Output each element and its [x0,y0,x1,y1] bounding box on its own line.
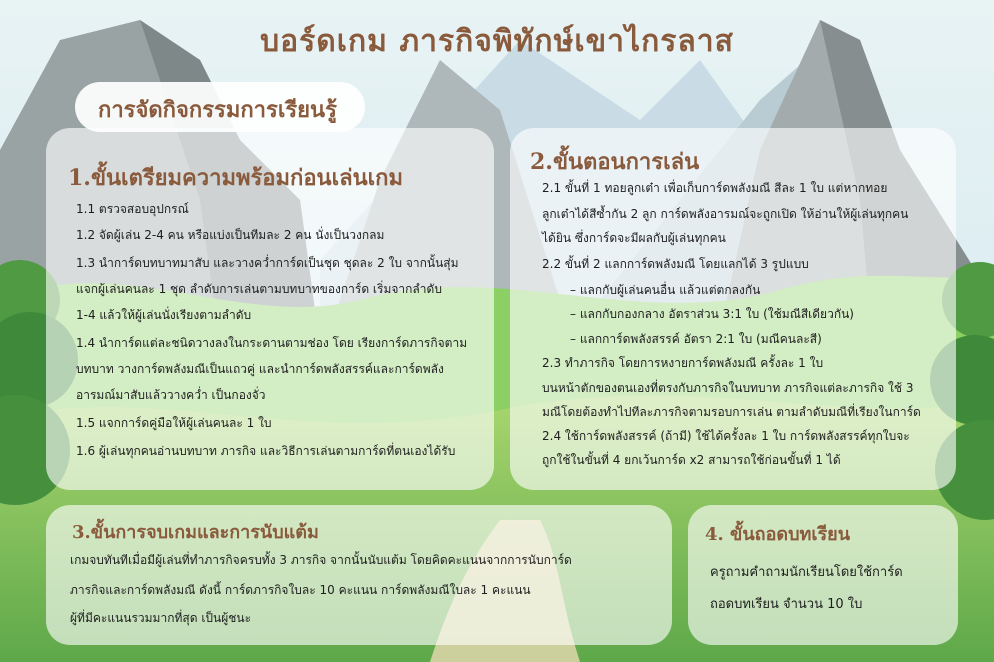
section2-line: ถูกใช้ในขั้นที่ 4 ยกเว้นการ์ด x2 สามารถใช้ก่อนขั้นที่ 1 ได้ [542,453,841,467]
section3-line: ภารกิจและการ์ดพลังมณี ดังนี้ การ์ดภารกิจใบละ 10 คะแนน การ์ดพลังมณีใบละ 1 คะแนน [70,583,531,597]
section2-line: ลูกเต๋าได้สีซ้ำกัน 2 ลูก การ์ดพลังอารมณ์จะถูกเปิด ให้อ่านให้ผู้เล่นทุกคน [542,207,909,221]
section1-line: แจกผู้เล่นคนละ 1 ชุด ลำดับการเล่นตามบทบาทของการ์ด เริ่มจากลำดับ [76,282,442,296]
section2-line: บนหน้าตักของตนเองที่ตรงกับภารกิจในบทบาท ภารกิจแต่ละภารกิจ ใช้ 3 [542,381,914,395]
section2-line: ได้ยิน ซึ่งการ์ดจะมีผลกับผู้เล่นทุกคน [542,231,726,245]
section4-heading: 4. ขั้นถอดบทเรียน [705,524,851,545]
section1-line: บทบาท วางการ์ดพลังมณีเป็นแถวคู่ และนำการ์ดพลังสรรค์และการ์ดพลัง [76,362,444,376]
section3-line: เกมจบทันทีเมื่อมีผู้เล่นที่ทำภารกิจครบทั้ง 3 ภารกิจ จากนั้นนับแต้ม โดยคิดคะแนนจากการนับการ์ด [70,553,572,567]
section1-heading: 1.ขั้นเตรียมความพร้อมก่อนเล่นเกม [68,165,403,191]
subtitle: การจัดกิจกรรมการเรียนรู้ [98,97,337,123]
section2-line: 2.1 ขั้นที่ 1 ทอยลูกเต๋า เพื่อเก็บการ์ดพลังมณี สีละ 1 ใบ แต่หากทอย [542,181,888,195]
section1-line: อารมณ์มาสับแล้ววางคว่ำ เป็นกองจั่ว [76,388,266,402]
section1-line: 1.4 นำการ์ดแต่ละชนิดวางลงในกระดานตามช่อง โดย เรียงการ์ดภารกิจตาม [76,336,468,350]
board-title: บอร์ดเกม ภารกิจพิทักษ์เขาไกรลาส [260,24,734,59]
section3-line: ผู้ที่มีคะแนนรวมมากที่สุด เป็นผู้ชนะ [70,611,252,625]
section1-line: 1.3 นำการ์ดบทบาทมาสับ และวางคว่ำการ์ดเป็นชุด ชุดละ 2 ใบ จากนั้นสุ่ม [76,256,459,270]
section2-line: มณีโดยต้องทำไปทีละภารกิจตามรอบการเล่น ตามลำดับมณีที่เรียงในการ์ด [542,405,921,419]
section1-line: 1.1 ตรวจสอบอุปกรณ์ [76,202,189,216]
section1-line: 1.6 ผู้เล่นทุกคนอ่านบทบาท ภารกิจ และวิธีการเล่นตามการ์ดที่ตนเองได้รับ [76,444,456,458]
section2-heading: 2.ขั้นตอนการเล่น [530,149,700,175]
section4-line: ถอดบทเรียน จำนวน 10 ใบ [710,597,863,612]
section1-line: 1.5 แจกการ์ดคู่มือให้ผู้เล่นคนละ 1 ใบ [76,416,272,430]
section2-line: – แลกกับผู้เล่นคนอื่น แล้วแต่ตกลงกัน [570,283,761,297]
section3-heading: 3.ขั้นการจบเกมและการนับแต้ม [72,522,319,543]
section2-line: 2.2 ขั้นที่ 2 แลกการ์ดพลังมณี โดยแลกได้ 3 รูปแบบ [542,257,809,271]
section2-line: – แลกกับกองกลาง อัตราส่วน 3:1 ใบ (ใช้มณีสีเดียวกัน) [570,307,854,321]
section2-line: 2.4 ใช้การ์ดพลังสรรค์ (ถ้ามี) ใช้ได้ครั้งละ 1 ใบ การ์ดพลังสรรค์ทุกใบจะ [542,429,910,443]
section4-line: ครูถามคำถามนักเรียนโดยใช้การ์ด [710,565,903,580]
section2-line: – แลกการ์ดพลังสรรค์ อัตรา 2:1 ใบ (มณีคนละสี) [570,332,822,346]
section1-line: 1-4 แล้วให้ผู้เล่นนั่งเรียงตามลำดับ [76,308,252,322]
section2-line: 2.3 ทำภารกิจ โดยการหงายการ์ดพลังมณี ครั้งละ 1 ใบ [542,356,824,370]
section1-line: 1.2 จัดผู้เล่น 2-4 คน หรือแบ่งเป็นทีมละ 2 คน นั่งเป็นวงกลม [76,228,385,242]
